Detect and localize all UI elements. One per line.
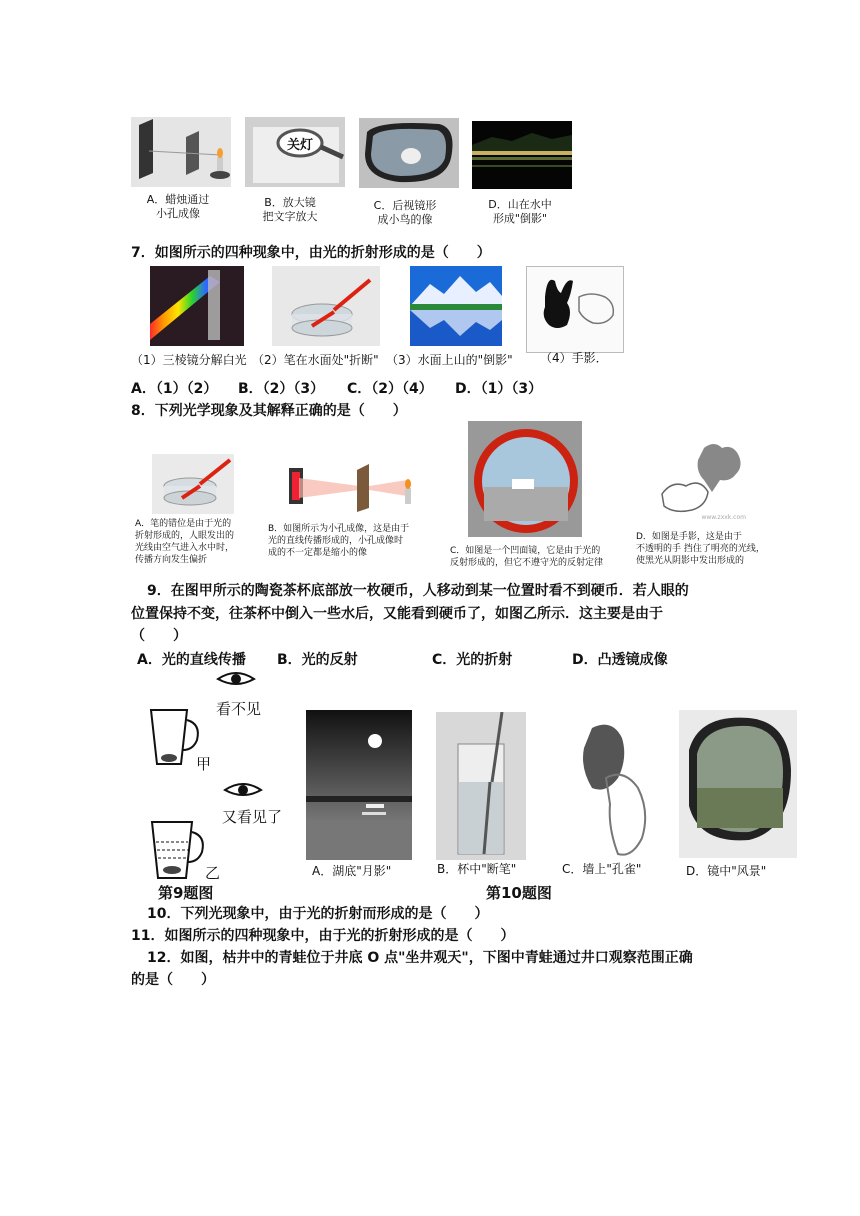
pinhole-candle-image bbox=[131, 117, 231, 187]
q6-caption-b-line2: 把文字放大 bbox=[262, 210, 318, 223]
q6-caption-d-line1: D．山在水中 bbox=[488, 198, 552, 211]
q9-option-c: C．光的折射 bbox=[432, 652, 513, 668]
q8-caption-b-line2: 光的直线传播形成的，小孔成像时 bbox=[268, 536, 404, 546]
mountain-lake-image bbox=[410, 266, 502, 346]
pencil-glass-illustration bbox=[436, 712, 526, 860]
hand-shadow-image bbox=[526, 266, 624, 353]
q6-caption-d bbox=[470, 198, 570, 226]
peacock-shadow-image bbox=[562, 708, 658, 860]
q9-option-a: A．光的直线传播 bbox=[137, 652, 246, 668]
water-cup-icon bbox=[148, 820, 208, 882]
magnifier-sign-image bbox=[245, 117, 345, 187]
q7-option-b: B．（2）（3） bbox=[238, 381, 325, 397]
q8-caption-a-line4: 传播方向发生偏折 bbox=[135, 555, 208, 565]
q8-caption-b bbox=[268, 523, 409, 559]
q7-caption-4: （4）手影． bbox=[540, 351, 608, 365]
q7-stem: 7．如图所示的四种现象中，由光的折射形成的是（ ） bbox=[131, 245, 491, 261]
q6-caption-d-line2: 形成"倒影" bbox=[492, 212, 548, 225]
q8-caption-c-line2: 反射形成的，但它不遵守光的反射定律 bbox=[450, 558, 604, 568]
rearview-mirror-image bbox=[359, 118, 459, 188]
q10-caption-a: A．湖底"月影" bbox=[312, 864, 392, 878]
q9-line1: 9．在图甲所示的陶瓷茶杯底部放一枚硬币，人移动到某一位置时看不到硬币．若人眼的 bbox=[147, 583, 689, 599]
car-mirror-scenery-image bbox=[679, 710, 797, 858]
q10-caption-b: B．杯中"断笔" bbox=[437, 862, 517, 876]
eye-icon bbox=[223, 780, 263, 800]
q9-line2: 位置保持不变，往茶杯中倒入一些水后，又能看到硬币了，如图乙所示．这主要是由于 bbox=[131, 606, 663, 622]
q7-option-d: D．（1）（3） bbox=[455, 381, 543, 397]
q8-watermark: www.zxxk.com bbox=[701, 514, 746, 521]
q9-option-d: D．凸透镜成像 bbox=[572, 652, 668, 668]
q6-caption-a-line2: 小孔成像 bbox=[156, 207, 200, 220]
prism-image bbox=[150, 266, 244, 346]
q9-see-again-label: 又看见了 bbox=[222, 808, 283, 826]
mountain-reflection-image bbox=[472, 121, 572, 189]
empty-cup-icon bbox=[147, 708, 203, 768]
car-mirror-illustration bbox=[679, 710, 797, 858]
q10-caption-d: D．镜中"风景" bbox=[686, 864, 767, 878]
q6-caption-a bbox=[128, 193, 228, 221]
q8-caption-c-line1: C．如图是一个凹面镜，它是由于光的 bbox=[450, 546, 601, 556]
q12-line2: 的是（ ） bbox=[131, 972, 215, 988]
q8-hand-shadow-image bbox=[652, 436, 752, 528]
q7-option-a: A．（1）（2） bbox=[131, 381, 218, 397]
q8-caption-a bbox=[135, 518, 234, 566]
q10-figure-label: 第10题图 bbox=[486, 884, 552, 902]
q12-line1: 12．如图，枯井中的青蛙位于井底 O 点"坐井观天"，下图中青蛙通过井口观察范围正确 bbox=[147, 950, 693, 966]
q8-caption-b-line1: B．如图所示为小孔成像，这是由于 bbox=[268, 524, 410, 534]
q8-mirror-illustration bbox=[468, 421, 582, 537]
broken-pencil-glass-image bbox=[436, 712, 526, 860]
q8-caption-d bbox=[636, 531, 765, 567]
q8-pinhole-image bbox=[283, 450, 423, 520]
mirror-illustration bbox=[359, 118, 459, 188]
q8-caption-a-line2: 折射形成的，人眼发出的 bbox=[135, 531, 235, 541]
q8-stem: 8．下列光学现象及其解释正确的是（ ） bbox=[131, 403, 407, 419]
lake-illustration bbox=[410, 266, 502, 346]
q8-caption-d-line3: 使黑光从阴影中发出形成的 bbox=[636, 556, 745, 566]
q8-caption-c bbox=[450, 545, 603, 569]
hand-shadow-illustration bbox=[527, 267, 623, 352]
peacock-hand-illustration bbox=[562, 708, 658, 860]
q11-stem: 11．如图所示的四种现象中，由于光的折射形成的是（ ） bbox=[131, 928, 515, 944]
eye-icon bbox=[216, 669, 256, 689]
q8-caption-d-line2: 不透明的手 挡住了明亮的光线， bbox=[636, 544, 765, 554]
q8-pinhole-illustration bbox=[283, 450, 423, 520]
q9-figure-label: 第9题图 bbox=[158, 884, 214, 902]
q10-caption-c: C．墙上"孔雀" bbox=[562, 862, 642, 876]
sign-text: 关灯 bbox=[287, 138, 314, 153]
q7-caption-3: （3）水面上山的"倒影" bbox=[386, 353, 513, 367]
q6-caption-c bbox=[355, 199, 455, 227]
q8-pen-water-image bbox=[152, 454, 234, 514]
pen-water-illustration bbox=[272, 266, 380, 346]
q8-pen-illustration bbox=[152, 454, 234, 514]
q7-caption-1: （1）三棱镜分解白光 bbox=[131, 353, 247, 367]
q9-option-b: B．光的反射 bbox=[277, 652, 358, 668]
q6-caption-c-line2: 成小鸟的像 bbox=[377, 213, 433, 226]
pen-in-water-image bbox=[272, 266, 380, 346]
pinhole-illustration bbox=[131, 117, 231, 187]
q10-stem: 10．下列光现象中，由于光的折射而形成的是（ ） bbox=[147, 906, 489, 922]
q7-caption-2: （2）笔在水面处"折断" bbox=[252, 353, 379, 367]
q9-jia-label: 甲 bbox=[196, 755, 212, 773]
moon-reflection-image bbox=[306, 710, 412, 860]
q8-caption-d-line1: D．如图是手影，这是由于 bbox=[636, 532, 742, 542]
moon-lake-illustration bbox=[306, 710, 412, 860]
q6-caption-b bbox=[240, 196, 340, 224]
q8-convex-mirror-image bbox=[468, 421, 582, 537]
q7-option-c: C．（2）（4） bbox=[347, 381, 433, 397]
q9-line3: （ ） bbox=[131, 628, 187, 644]
q8-caption-b-line3: 成的不一定都是缩小的像 bbox=[268, 548, 368, 558]
q6-caption-a-line1: A．蜡烛通过 bbox=[146, 193, 210, 206]
q6-caption-c-line1: C．后视镜形 bbox=[373, 199, 437, 212]
q6-caption-b-line1: B．放大镜 bbox=[264, 196, 316, 209]
q9-cant-see-label: 看不见 bbox=[216, 700, 262, 718]
q9-yi-label: 乙 bbox=[205, 864, 221, 882]
night-reflection-illustration bbox=[472, 121, 572, 189]
q8-caption-a-line1: A．笔的错位是由于光的 bbox=[135, 519, 232, 529]
q8-caption-a-line3: 光线由空气进入水中时， bbox=[135, 543, 235, 553]
prism-illustration bbox=[150, 266, 244, 346]
